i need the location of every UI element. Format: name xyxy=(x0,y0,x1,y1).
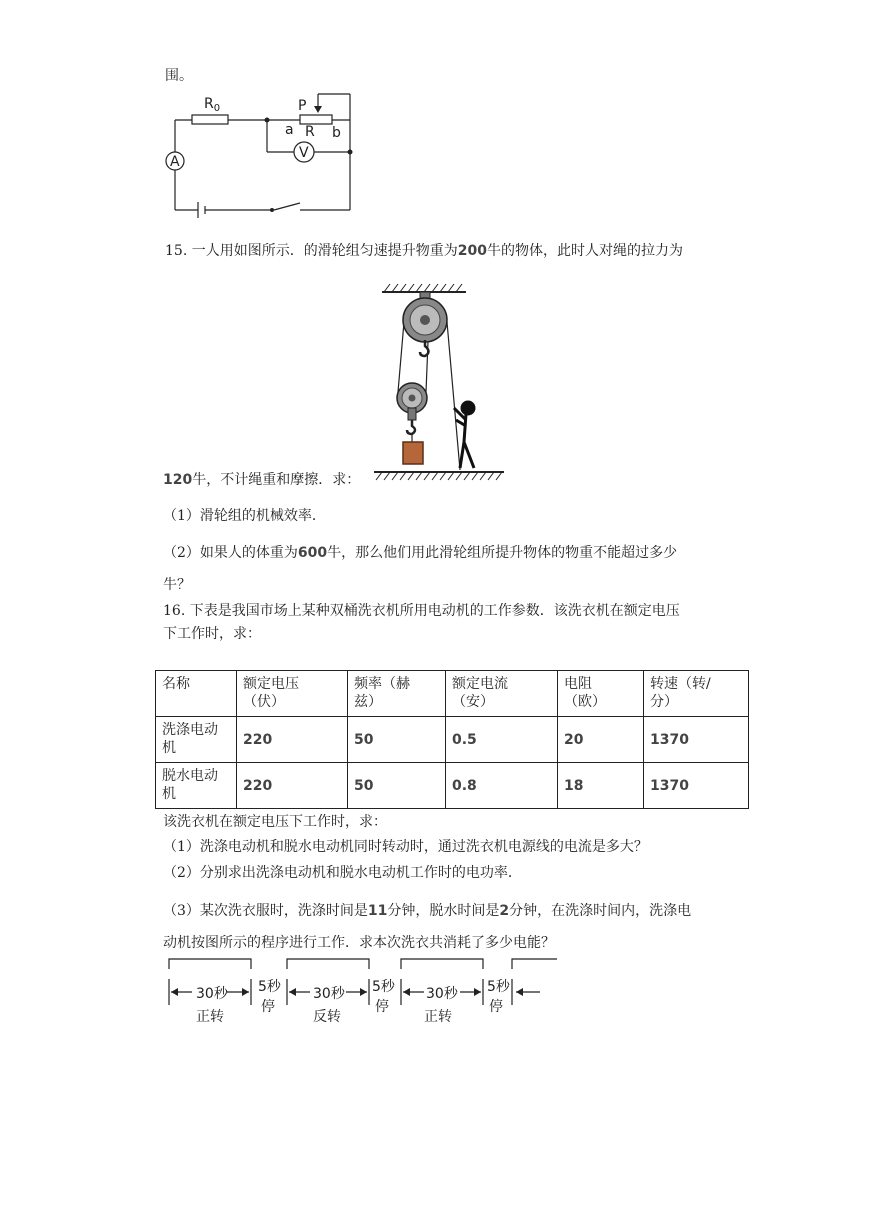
top-fragment: 围。 xyxy=(165,68,193,84)
label-voltmeter: V xyxy=(299,145,309,161)
stop2-label: 停 xyxy=(375,999,389,1015)
motor-spec-table xyxy=(155,670,749,809)
label-r: R xyxy=(305,124,315,140)
q15-line2: 120牛，不计绳重和摩擦．求： xyxy=(163,472,361,488)
seg1-time: 30秒 xyxy=(196,986,228,1002)
label-r0: $R_0$ xyxy=(204,96,221,114)
q15-sub1: （1）滑轮组的机械效率． xyxy=(163,508,326,524)
label-ammeter: A xyxy=(170,154,180,170)
q15-sub2-cont: 牛？ xyxy=(163,577,191,593)
q16-after-table: 该洗衣机在额定电压下工作时，求： xyxy=(163,814,387,830)
value-cell: 1370 xyxy=(644,717,749,763)
q16-sub3-cont: 动机按图所示的程序进行工作．求本次洗衣共消耗了多少电能？ xyxy=(163,935,555,951)
row-name-cell: 脱水电动 机 xyxy=(156,763,237,809)
circuit-diagram xyxy=(160,90,360,220)
resistor-r0 xyxy=(192,115,228,124)
q16-sub2: （2）分别求出洗涤电动机和脱水电动机工作时的电功率． xyxy=(163,865,522,881)
pulley-diagram xyxy=(370,280,510,485)
q16-sub3: （3）某次洗衣服时，洗涤时间是11分钟，脱水时间是2分钟，在洗涤时间内，洗涤电 xyxy=(163,903,692,919)
seg2-label: 反转 xyxy=(313,1009,341,1025)
label-b: b xyxy=(332,125,341,141)
header-cell: 电阻 （欧） xyxy=(558,671,644,717)
rheostat-r xyxy=(300,115,332,124)
header-cell: 频率（赫 兹） xyxy=(348,671,446,717)
value-cell: 220 xyxy=(237,763,348,809)
value-cell: 50 xyxy=(348,717,446,763)
seg2-time: 30秒 xyxy=(313,986,345,1002)
table-row xyxy=(156,717,749,763)
q16-sub1: （1）洗涤电动机和脱水电动机同时转动时，通过洗衣机电源线的电流是多大？ xyxy=(163,839,648,855)
seg3-label: 正转 xyxy=(424,1009,452,1025)
timing-diagram xyxy=(160,955,560,1030)
stop1-label: 停 xyxy=(261,999,275,1015)
header-cell: 额定电流 （安） xyxy=(446,671,558,717)
value-cell: 18 xyxy=(558,763,644,809)
q15-sub2: （2）如果人的体重为600牛，那么他们用此滑轮组所提升物体的物重不能超过多少 xyxy=(163,545,678,561)
label-p: P xyxy=(298,98,307,114)
value-cell: 220 xyxy=(237,717,348,763)
value-cell: 50 xyxy=(348,763,446,809)
seg3-time: 30秒 xyxy=(426,986,458,1002)
q16-intro-line1: 16. 下表是我国市场上某种双桶洗衣机所用电动机的工作参数．该洗衣机在额定电压 xyxy=(163,603,680,619)
stop3-time: 5秒 xyxy=(487,979,510,995)
stop3-label: 停 xyxy=(489,999,503,1015)
header-cell: 名称 xyxy=(156,671,237,717)
seg1-label: 正转 xyxy=(196,1009,224,1025)
header-cell: 转速（转/ 分） xyxy=(644,671,749,717)
value-cell: 0.8 xyxy=(446,763,558,809)
table-row xyxy=(156,763,749,809)
header-cell: 额定电压 （伏） xyxy=(237,671,348,717)
q15-line1: 15. 一人用如图所示．的滑轮组匀速提升物重为200牛的物体，此时人对绳的拉力为 xyxy=(165,243,683,259)
value-cell: 0.5 xyxy=(446,717,558,763)
table-header-row xyxy=(156,671,749,717)
stop2-time: 5秒 xyxy=(372,979,395,995)
stop1-time: 5秒 xyxy=(258,979,281,995)
q16-intro-line2: 下工作时，求： xyxy=(163,626,261,642)
value-cell: 1370 xyxy=(644,763,749,809)
value-cell: 20 xyxy=(558,717,644,763)
label-a: a xyxy=(285,122,294,138)
row-name-cell: 洗涤电动 机 xyxy=(156,717,237,763)
